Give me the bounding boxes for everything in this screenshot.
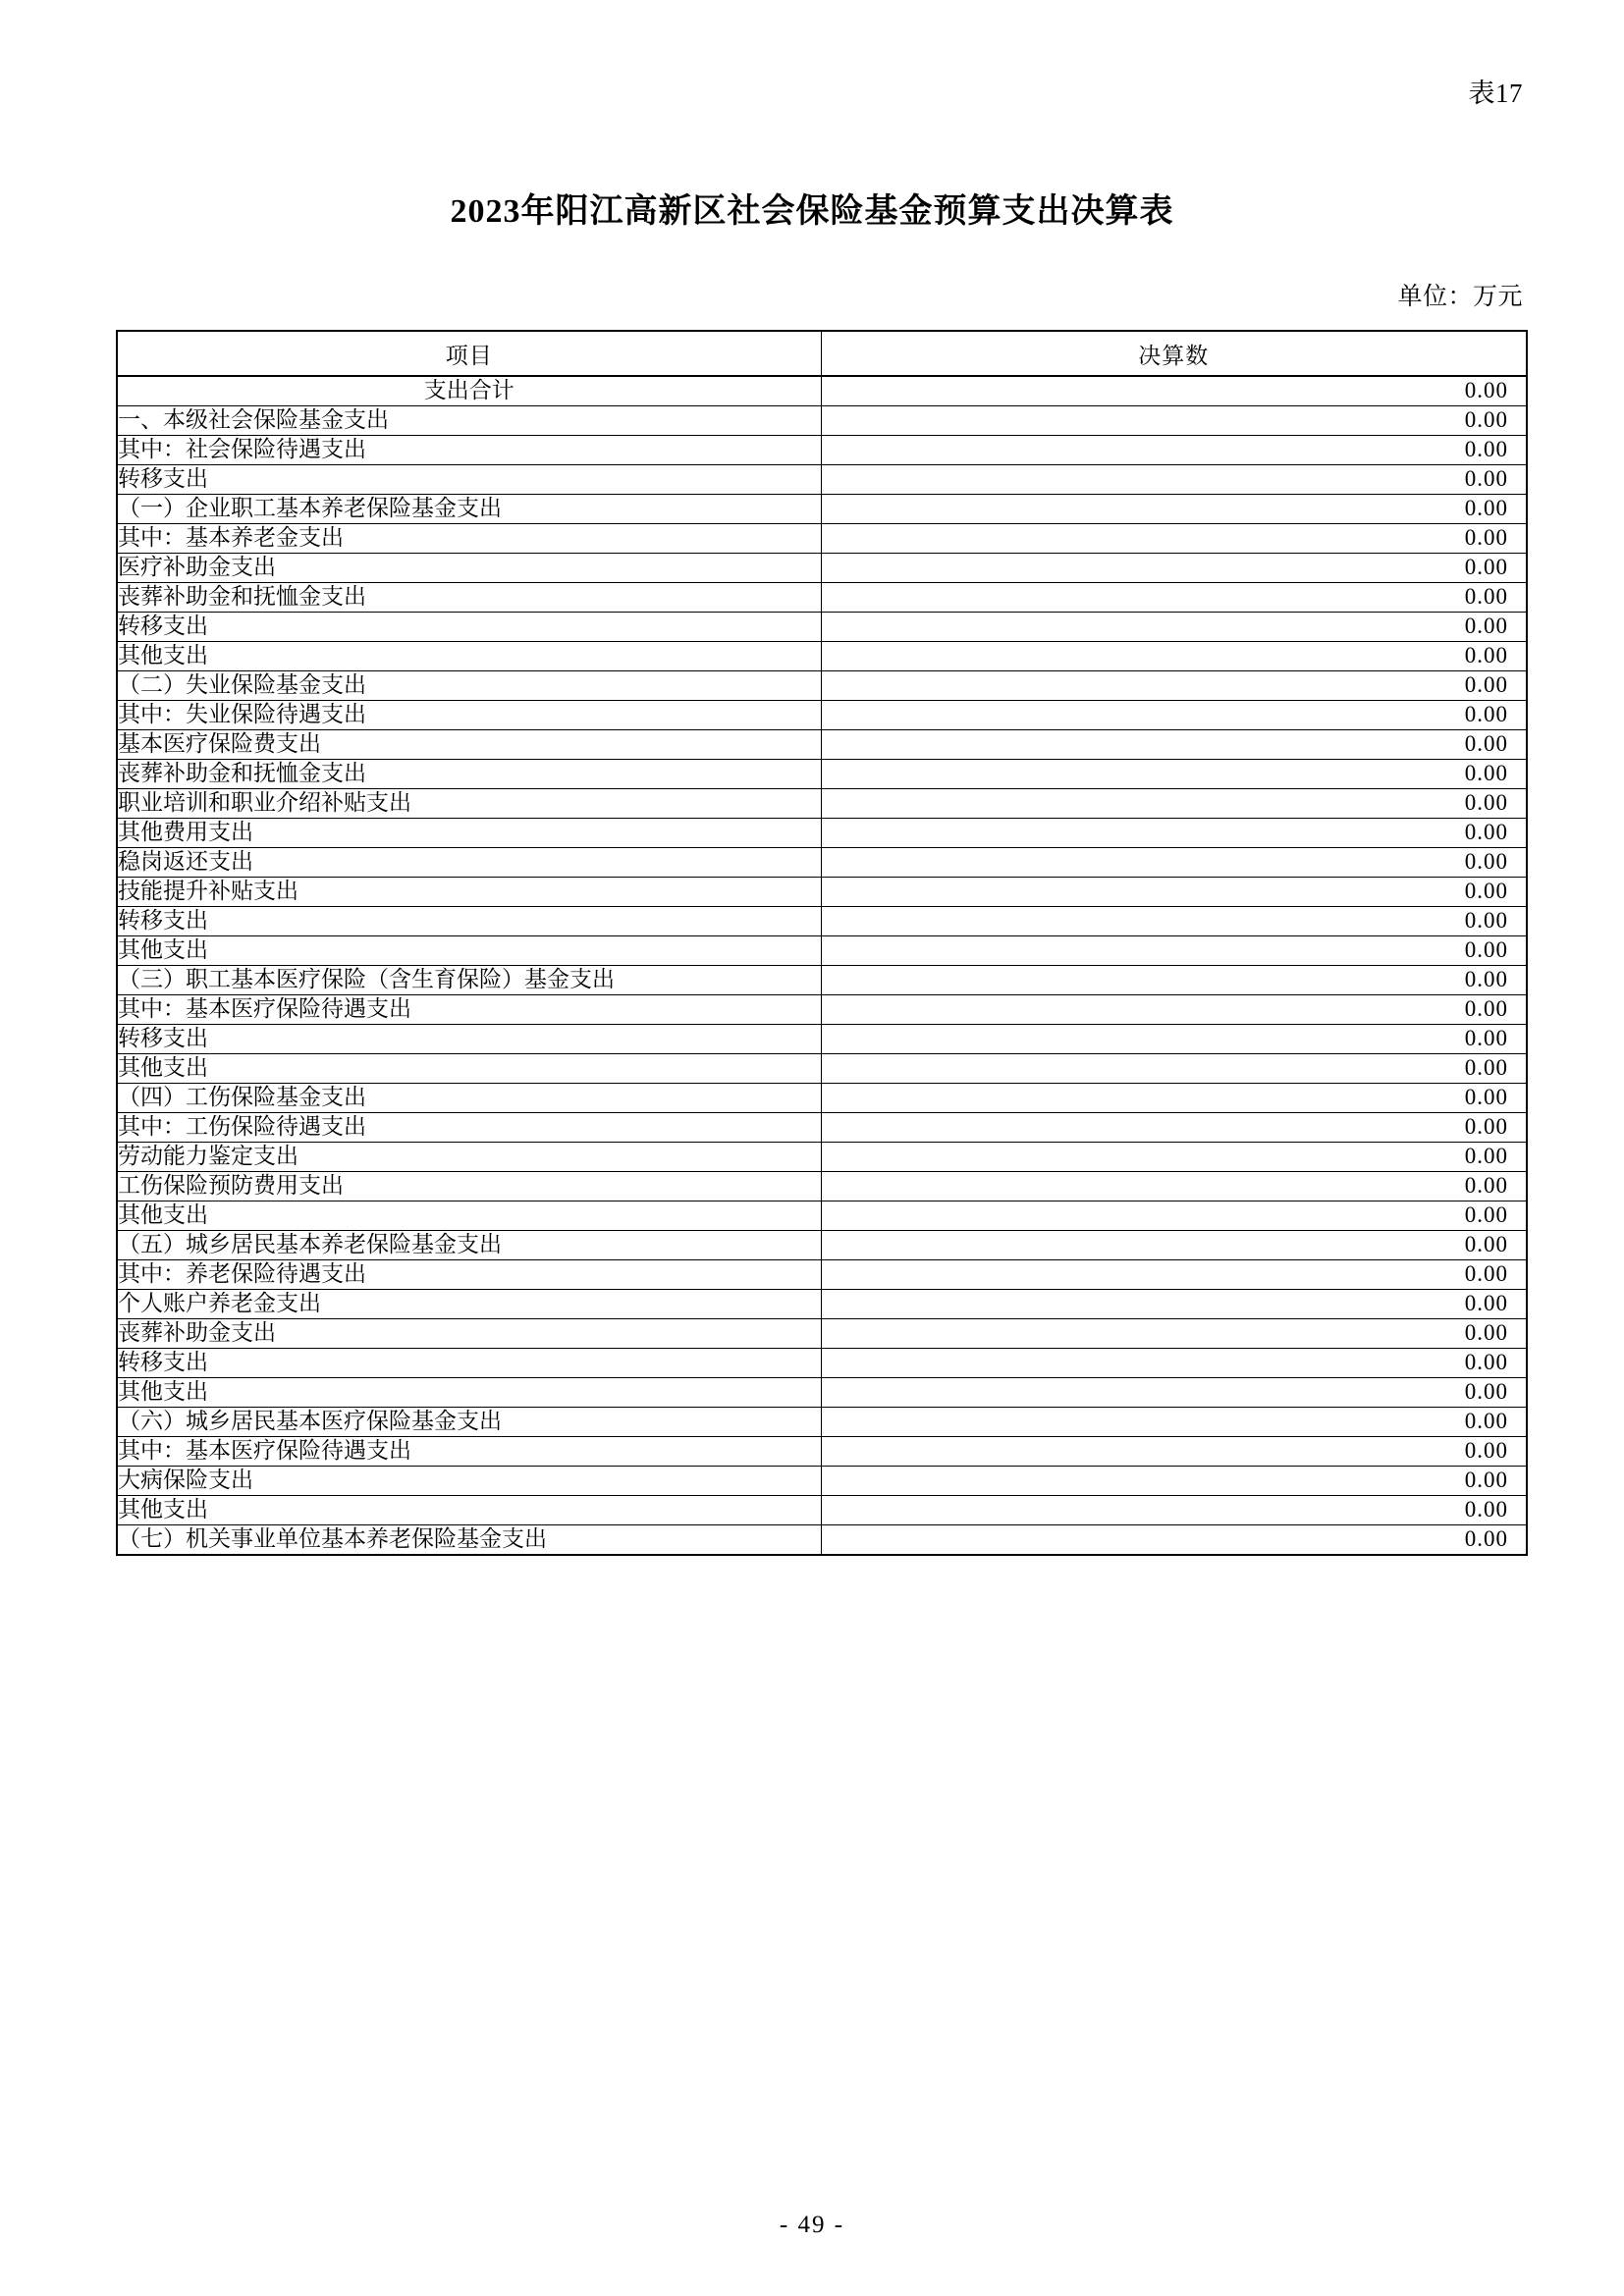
row-item-label: 职业培训和职业介绍补贴支出 — [117, 788, 821, 818]
row-item-label: 其他费用支出 — [117, 818, 821, 847]
table-row — [117, 1466, 1527, 1495]
column-header-value: 决算数 — [821, 331, 1527, 376]
row-item-label: 个人账户养老金支出 — [117, 1289, 821, 1318]
page-number: - 49 - — [779, 2212, 845, 2238]
table-row — [117, 818, 1527, 847]
table-row — [117, 494, 1527, 523]
table-row — [117, 1289, 1527, 1318]
row-item-label: 其他支出 — [117, 1495, 821, 1524]
row-value: 0.00 — [821, 994, 1527, 1024]
row-value: 0.00 — [821, 700, 1527, 729]
column-header-item: 项目 — [117, 331, 821, 376]
table-row — [117, 1024, 1527, 1053]
row-value: 0.00 — [821, 965, 1527, 994]
row-value: 0.00 — [821, 1348, 1527, 1377]
row-value: 0.00 — [821, 935, 1527, 965]
row-value: 0.00 — [821, 670, 1527, 700]
row-value: 0.00 — [821, 405, 1527, 435]
table-row — [117, 435, 1527, 464]
row-item-label: 一、本级社会保险基金支出 — [117, 405, 821, 435]
row-item-label: 其中：养老保险待遇支出 — [117, 1259, 821, 1289]
row-value: 0.00 — [821, 464, 1527, 494]
row-item-label: （四）工伤保险基金支出 — [117, 1083, 821, 1112]
row-item-label: 工伤保险预防费用支出 — [117, 1171, 821, 1201]
budget-table — [116, 330, 1528, 1556]
row-value: 0.00 — [821, 1436, 1527, 1466]
row-value: 0.00 — [821, 1407, 1527, 1436]
row-item-label: 其中：社会保险待遇支出 — [117, 435, 821, 464]
row-item-label: 其中：基本养老金支出 — [117, 523, 821, 553]
table-row — [117, 1142, 1527, 1171]
row-value: 0.00 — [821, 612, 1527, 641]
row-value: 0.00 — [821, 1318, 1527, 1348]
table-header-row — [117, 331, 1527, 376]
table-row — [117, 582, 1527, 612]
row-item-label: 其中：基本医疗保险待遇支出 — [117, 1436, 821, 1466]
table-row — [117, 553, 1527, 582]
row-value: 0.00 — [821, 1466, 1527, 1495]
budget-table-container — [116, 330, 1526, 1556]
table-row — [117, 641, 1527, 670]
table-row — [117, 700, 1527, 729]
table-row — [117, 1171, 1527, 1201]
table-row — [117, 935, 1527, 965]
row-value: 0.00 — [821, 1142, 1527, 1171]
row-item-label: 丧葬补助金和抚恤金支出 — [117, 759, 821, 788]
row-item-label: （三）职工基本医疗保险（含生育保险）基金支出 — [117, 965, 821, 994]
row-value: 0.00 — [821, 1024, 1527, 1053]
sheet-number: 表17 — [1468, 79, 1523, 108]
row-item-label: （六）城乡居民基本医疗保险基金支出 — [117, 1407, 821, 1436]
row-item-label: 转移支出 — [117, 1024, 821, 1053]
row-value: 0.00 — [821, 1524, 1527, 1554]
row-item-label: 丧葬补助金和抚恤金支出 — [117, 582, 821, 612]
table-row — [117, 612, 1527, 641]
table-row — [117, 464, 1527, 494]
row-value: 0.00 — [821, 906, 1527, 935]
row-item-label: 其他支出 — [117, 641, 821, 670]
row-item-label: 其他支出 — [117, 1053, 821, 1083]
table-row — [117, 994, 1527, 1024]
table-row — [117, 1348, 1527, 1377]
row-value: 0.00 — [821, 582, 1527, 612]
table-body — [117, 376, 1527, 1555]
table-row — [117, 1524, 1527, 1554]
table-row — [117, 405, 1527, 435]
row-item-label: 其中：失业保险待遇支出 — [117, 700, 821, 729]
table-row — [117, 729, 1527, 759]
row-value: 0.00 — [821, 1230, 1527, 1259]
row-value: 0.00 — [821, 847, 1527, 877]
table-row — [117, 1318, 1527, 1348]
row-item-label: 转移支出 — [117, 906, 821, 935]
row-value: 0.00 — [821, 729, 1527, 759]
row-item-label: 转移支出 — [117, 612, 821, 641]
row-item-label: 其他支出 — [117, 1201, 821, 1230]
table-row — [117, 670, 1527, 700]
table-row — [117, 376, 1527, 405]
row-value: 0.00 — [821, 1053, 1527, 1083]
row-value: 0.00 — [821, 435, 1527, 464]
table-row — [117, 1495, 1527, 1524]
row-item-label: 医疗补助金支出 — [117, 553, 821, 582]
table-row — [117, 906, 1527, 935]
table-row — [117, 1112, 1527, 1142]
row-value: 0.00 — [821, 1259, 1527, 1289]
row-value: 0.00 — [821, 877, 1527, 906]
row-value: 0.00 — [821, 1289, 1527, 1318]
row-value: 0.00 — [821, 376, 1527, 405]
table-row — [117, 1201, 1527, 1230]
row-value: 0.00 — [821, 1495, 1527, 1524]
row-item-label: 支出合计 — [117, 376, 821, 405]
table-row — [117, 759, 1527, 788]
table-row — [117, 847, 1527, 877]
table-header — [117, 331, 1527, 376]
page-title: 2023年阳江高新区社会保险基金预算支出决算表 — [450, 193, 1174, 230]
row-value: 0.00 — [821, 553, 1527, 582]
row-item-label: 稳岗返还支出 — [117, 847, 821, 877]
row-item-label: 基本医疗保险费支出 — [117, 729, 821, 759]
unit-label: 单位：万元 — [1397, 284, 1523, 310]
row-item-label: 丧葬补助金支出 — [117, 1318, 821, 1348]
row-item-label: 其他支出 — [117, 1377, 821, 1407]
row-value: 0.00 — [821, 788, 1527, 818]
row-value: 0.00 — [821, 1112, 1527, 1142]
table-row — [117, 788, 1527, 818]
row-value: 0.00 — [821, 818, 1527, 847]
row-item-label: （二）失业保险基金支出 — [117, 670, 821, 700]
row-value: 0.00 — [821, 759, 1527, 788]
row-item-label: 转移支出 — [117, 464, 821, 494]
table-row — [117, 1377, 1527, 1407]
row-item-label: 劳动能力鉴定支出 — [117, 1142, 821, 1171]
table-row — [117, 1407, 1527, 1436]
row-value: 0.00 — [821, 641, 1527, 670]
row-item-label: 其中：基本医疗保险待遇支出 — [117, 994, 821, 1024]
table-row — [117, 1053, 1527, 1083]
table-row — [117, 1083, 1527, 1112]
table-row — [117, 1230, 1527, 1259]
row-item-label: 其他支出 — [117, 935, 821, 965]
table-row — [117, 1436, 1527, 1466]
row-item-label: 技能提升补贴支出 — [117, 877, 821, 906]
row-item-label: （五）城乡居民基本养老保险基金支出 — [117, 1230, 821, 1259]
row-value: 0.00 — [821, 1377, 1527, 1407]
row-value: 0.00 — [821, 1201, 1527, 1230]
row-value: 0.00 — [821, 1083, 1527, 1112]
row-item-label: （一）企业职工基本养老保险基金支出 — [117, 494, 821, 523]
row-item-label: 转移支出 — [117, 1348, 821, 1377]
row-value: 0.00 — [821, 494, 1527, 523]
table-row — [117, 1259, 1527, 1289]
row-item-label: 大病保险支出 — [117, 1466, 821, 1495]
row-value: 0.00 — [821, 523, 1527, 553]
row-value: 0.00 — [821, 1171, 1527, 1201]
table-row — [117, 523, 1527, 553]
table-row — [117, 965, 1527, 994]
table-row — [117, 877, 1527, 906]
row-item-label: 其中：工伤保险待遇支出 — [117, 1112, 821, 1142]
row-item-label: （七）机关事业单位基本养老保险基金支出 — [117, 1524, 821, 1554]
